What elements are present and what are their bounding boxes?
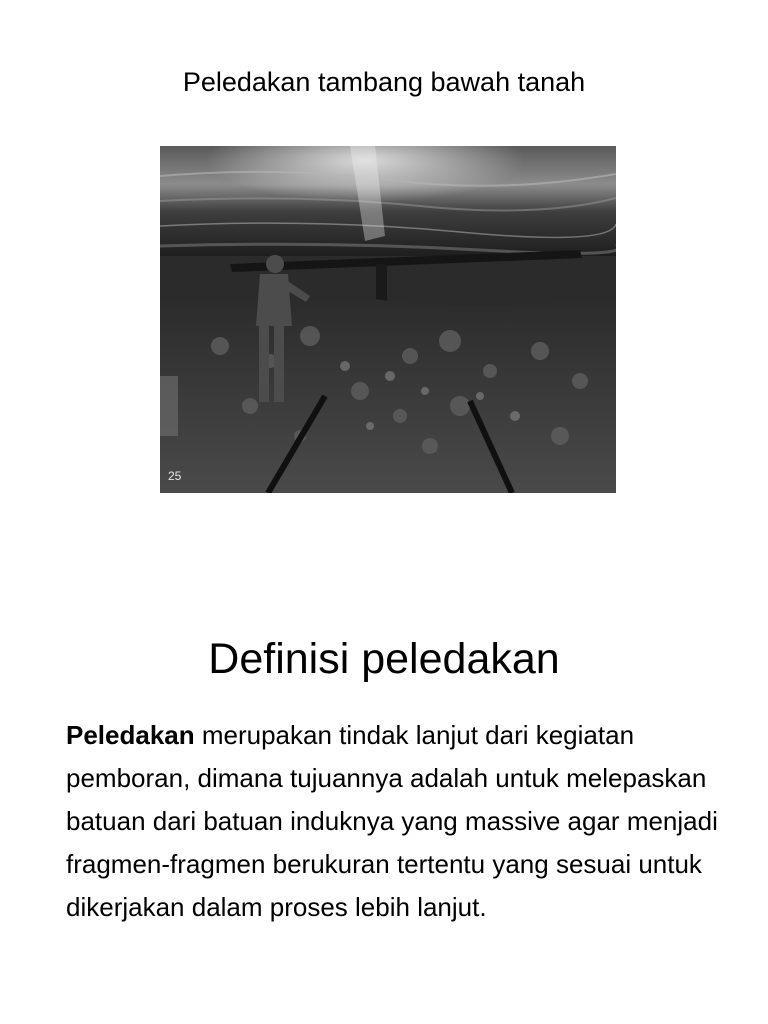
definition-term: Peledakan — [66, 720, 195, 750]
definition-heading: Definisi peledakan — [208, 635, 560, 683]
underground-mine-photo — [160, 146, 616, 493]
slide-title: Peledakan tambang bawah tanah — [182, 67, 586, 97]
definition-text: merupakan tindak lanjut dari kegiatan pemboran, dimana tujuannya adalah untuk melepaskan batuan dari batuan induknya yang massive agar menjadi fragmen-fragmen berukuran tertentu yang sesuai untuk dikerjakan dalam proses lebih lanjut. — [66, 720, 718, 922]
photo-number: 25 — [168, 469, 182, 483]
definition-paragraph — [66, 714, 726, 929]
